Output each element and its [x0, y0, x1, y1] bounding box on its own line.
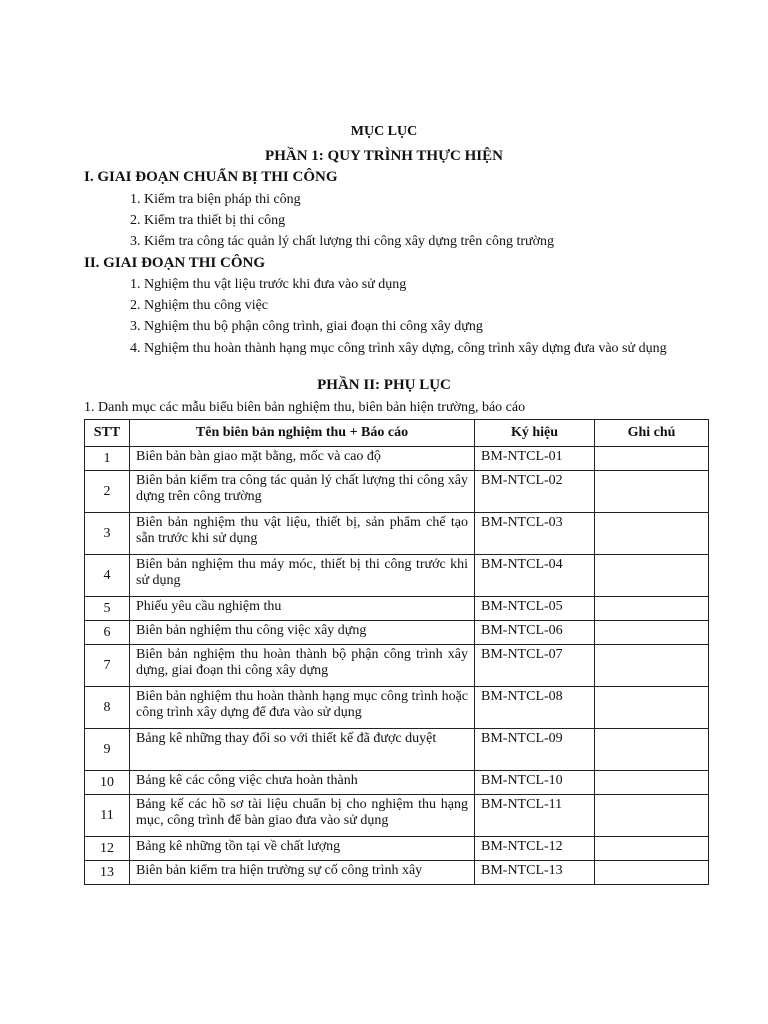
part2-title: PHẦN II: PHỤ LỤC [317, 377, 451, 393]
cell-stt: 12 [85, 837, 130, 861]
header-stt: STT [85, 420, 130, 447]
section2-item [130, 340, 710, 358]
cell-name: Phiếu yêu cầu nghiệm thu [130, 597, 475, 621]
cell-note [595, 645, 709, 687]
cell-note [595, 861, 709, 885]
cell-note [595, 513, 709, 555]
cell-note [595, 447, 709, 471]
section2-item: 1. Nghiệm thu vật liệu trước khi đưa vào sử dụng [130, 277, 407, 292]
section1-item: 3. Kiểm tra công tác quản lý chất lượng thi công xây dựng trên công trường [130, 234, 555, 249]
forms-table [84, 419, 709, 885]
cell-stt: 8 [85, 687, 130, 729]
cell-stt: 1 [85, 447, 130, 471]
section2-item-text: 4. Nghiệm thu hoàn thành hạng mục công trình xây dựng, công trình xây dựng đưa vào sử dụng [130, 341, 667, 356]
cell-note [595, 687, 709, 729]
table-row [85, 447, 709, 471]
cell-stt: 3 [85, 513, 130, 555]
section2-item: 2. Nghiệm thu công việc [130, 298, 269, 313]
header-note: Ghi chú [595, 420, 709, 447]
cell-code: BM-NTCL-03 [475, 513, 595, 555]
header-code: Ký hiệu [475, 420, 595, 447]
cell-name: Biên bản nghiệm thu hoàn thành hạng mục công trình hoặc công trình xây dựng để đưa vào sử dụng [130, 687, 475, 729]
cell-name: Biên bản nghiệm thu hoàn thành bộ phận công trình xây dựng, giai đoạn thi công xây dựng [130, 645, 475, 687]
cell-name: Bảng kế các hồ sơ tài liệu chuẩn bị cho nghiệm thu hạng mục, công trình để bàn giao đưa vào sử dụng [130, 795, 475, 837]
table-row [85, 837, 709, 861]
cell-note [595, 729, 709, 771]
toc-title: MỤC LỤC [350, 124, 418, 139]
cell-stt: 4 [85, 555, 130, 597]
cell-stt: 5 [85, 597, 130, 621]
cell-code: BM-NTCL-01 [475, 447, 595, 471]
cell-stt: 10 [85, 771, 130, 795]
table-row [85, 795, 709, 837]
part1-title: PHẦN 1: QUY TRÌNH THỰC HIỆN [265, 148, 503, 164]
cell-name: Biên bản kiểm tra hiện trường sự cố công trình xây [130, 861, 475, 885]
cell-name: Biên bản nghiệm thu công việc xây dựng [130, 621, 475, 645]
table-row [85, 513, 709, 555]
section1-item: 1. Kiểm tra biện pháp thi công [130, 192, 301, 207]
cell-name: Biên bản nghiệm thu máy móc, thiết bị thi công trước khi sử dụng [130, 555, 475, 597]
cell-code: BM-NTCL-02 [475, 471, 595, 513]
cell-code: BM-NTCL-06 [475, 621, 595, 645]
cell-code: BM-NTCL-04 [475, 555, 595, 597]
cell-stt: 2 [85, 471, 130, 513]
cell-stt: 9 [85, 729, 130, 771]
table-row [85, 645, 709, 687]
cell-note [595, 555, 709, 597]
cell-name: Bảng kê những thay đổi so với thiết kế đã được duyệt [130, 729, 475, 771]
cell-note [595, 771, 709, 795]
cell-code: BM-NTCL-05 [475, 597, 595, 621]
table-row [85, 771, 709, 795]
cell-note [595, 621, 709, 645]
cell-name: Biên bản bàn giao mặt bằng, mốc và cao độ [130, 447, 475, 471]
cell-code: BM-NTCL-07 [475, 645, 595, 687]
cell-note [595, 597, 709, 621]
cell-code: BM-NTCL-12 [475, 837, 595, 861]
section1-heading: I. GIAI ĐOẠN CHUẨN BỊ THI CÔNG [84, 169, 338, 185]
table-row [85, 861, 709, 885]
cell-note [595, 837, 709, 861]
section2-heading: II. GIAI ĐOẠN THI CÔNG [84, 255, 266, 271]
table-row [85, 687, 709, 729]
cell-code: BM-NTCL-08 [475, 687, 595, 729]
cell-name: Biên bản nghiệm thu vật liệu, thiết bị, sản phẩm chế tạo sẵn trước khi sử dụng [130, 513, 475, 555]
list-note: 1. Danh mục các mẫu biểu biên bản nghiệm thu, biên bản hiện trường, báo cáo [84, 400, 526, 415]
section2-item: 3. Nghiệm thu bộ phận công trình, giai đoạn thi công xây dựng [130, 319, 483, 334]
cell-name: Bảng kê những tồn tại về chất lượng [130, 837, 475, 861]
section1-item: 2. Kiểm tra thiết bị thi công [130, 213, 286, 228]
cell-code: BM-NTCL-11 [475, 795, 595, 837]
table-row [85, 729, 709, 771]
cell-code: BM-NTCL-13 [475, 861, 595, 885]
table-header-row [85, 420, 709, 447]
table-row [85, 597, 709, 621]
table-row [85, 471, 709, 513]
cell-name: Bảng kê các công việc chưa hoàn thành [130, 771, 475, 795]
table-body [85, 447, 709, 885]
table-row [85, 555, 709, 597]
cell-stt: 13 [85, 861, 130, 885]
cell-stt: 7 [85, 645, 130, 687]
cell-note [595, 471, 709, 513]
cell-stt: 11 [85, 795, 130, 837]
header-name: Tên biên bản nghiệm thu + Báo cáo [130, 420, 475, 447]
cell-code: BM-NTCL-09 [475, 729, 595, 771]
table-row [85, 621, 709, 645]
cell-stt: 6 [85, 621, 130, 645]
cell-note [595, 795, 709, 837]
cell-code: BM-NTCL-10 [475, 771, 595, 795]
cell-name: Biên bản kiểm tra công tác quản lý chất lượng thi công xây dựng trên công trường [130, 471, 475, 513]
